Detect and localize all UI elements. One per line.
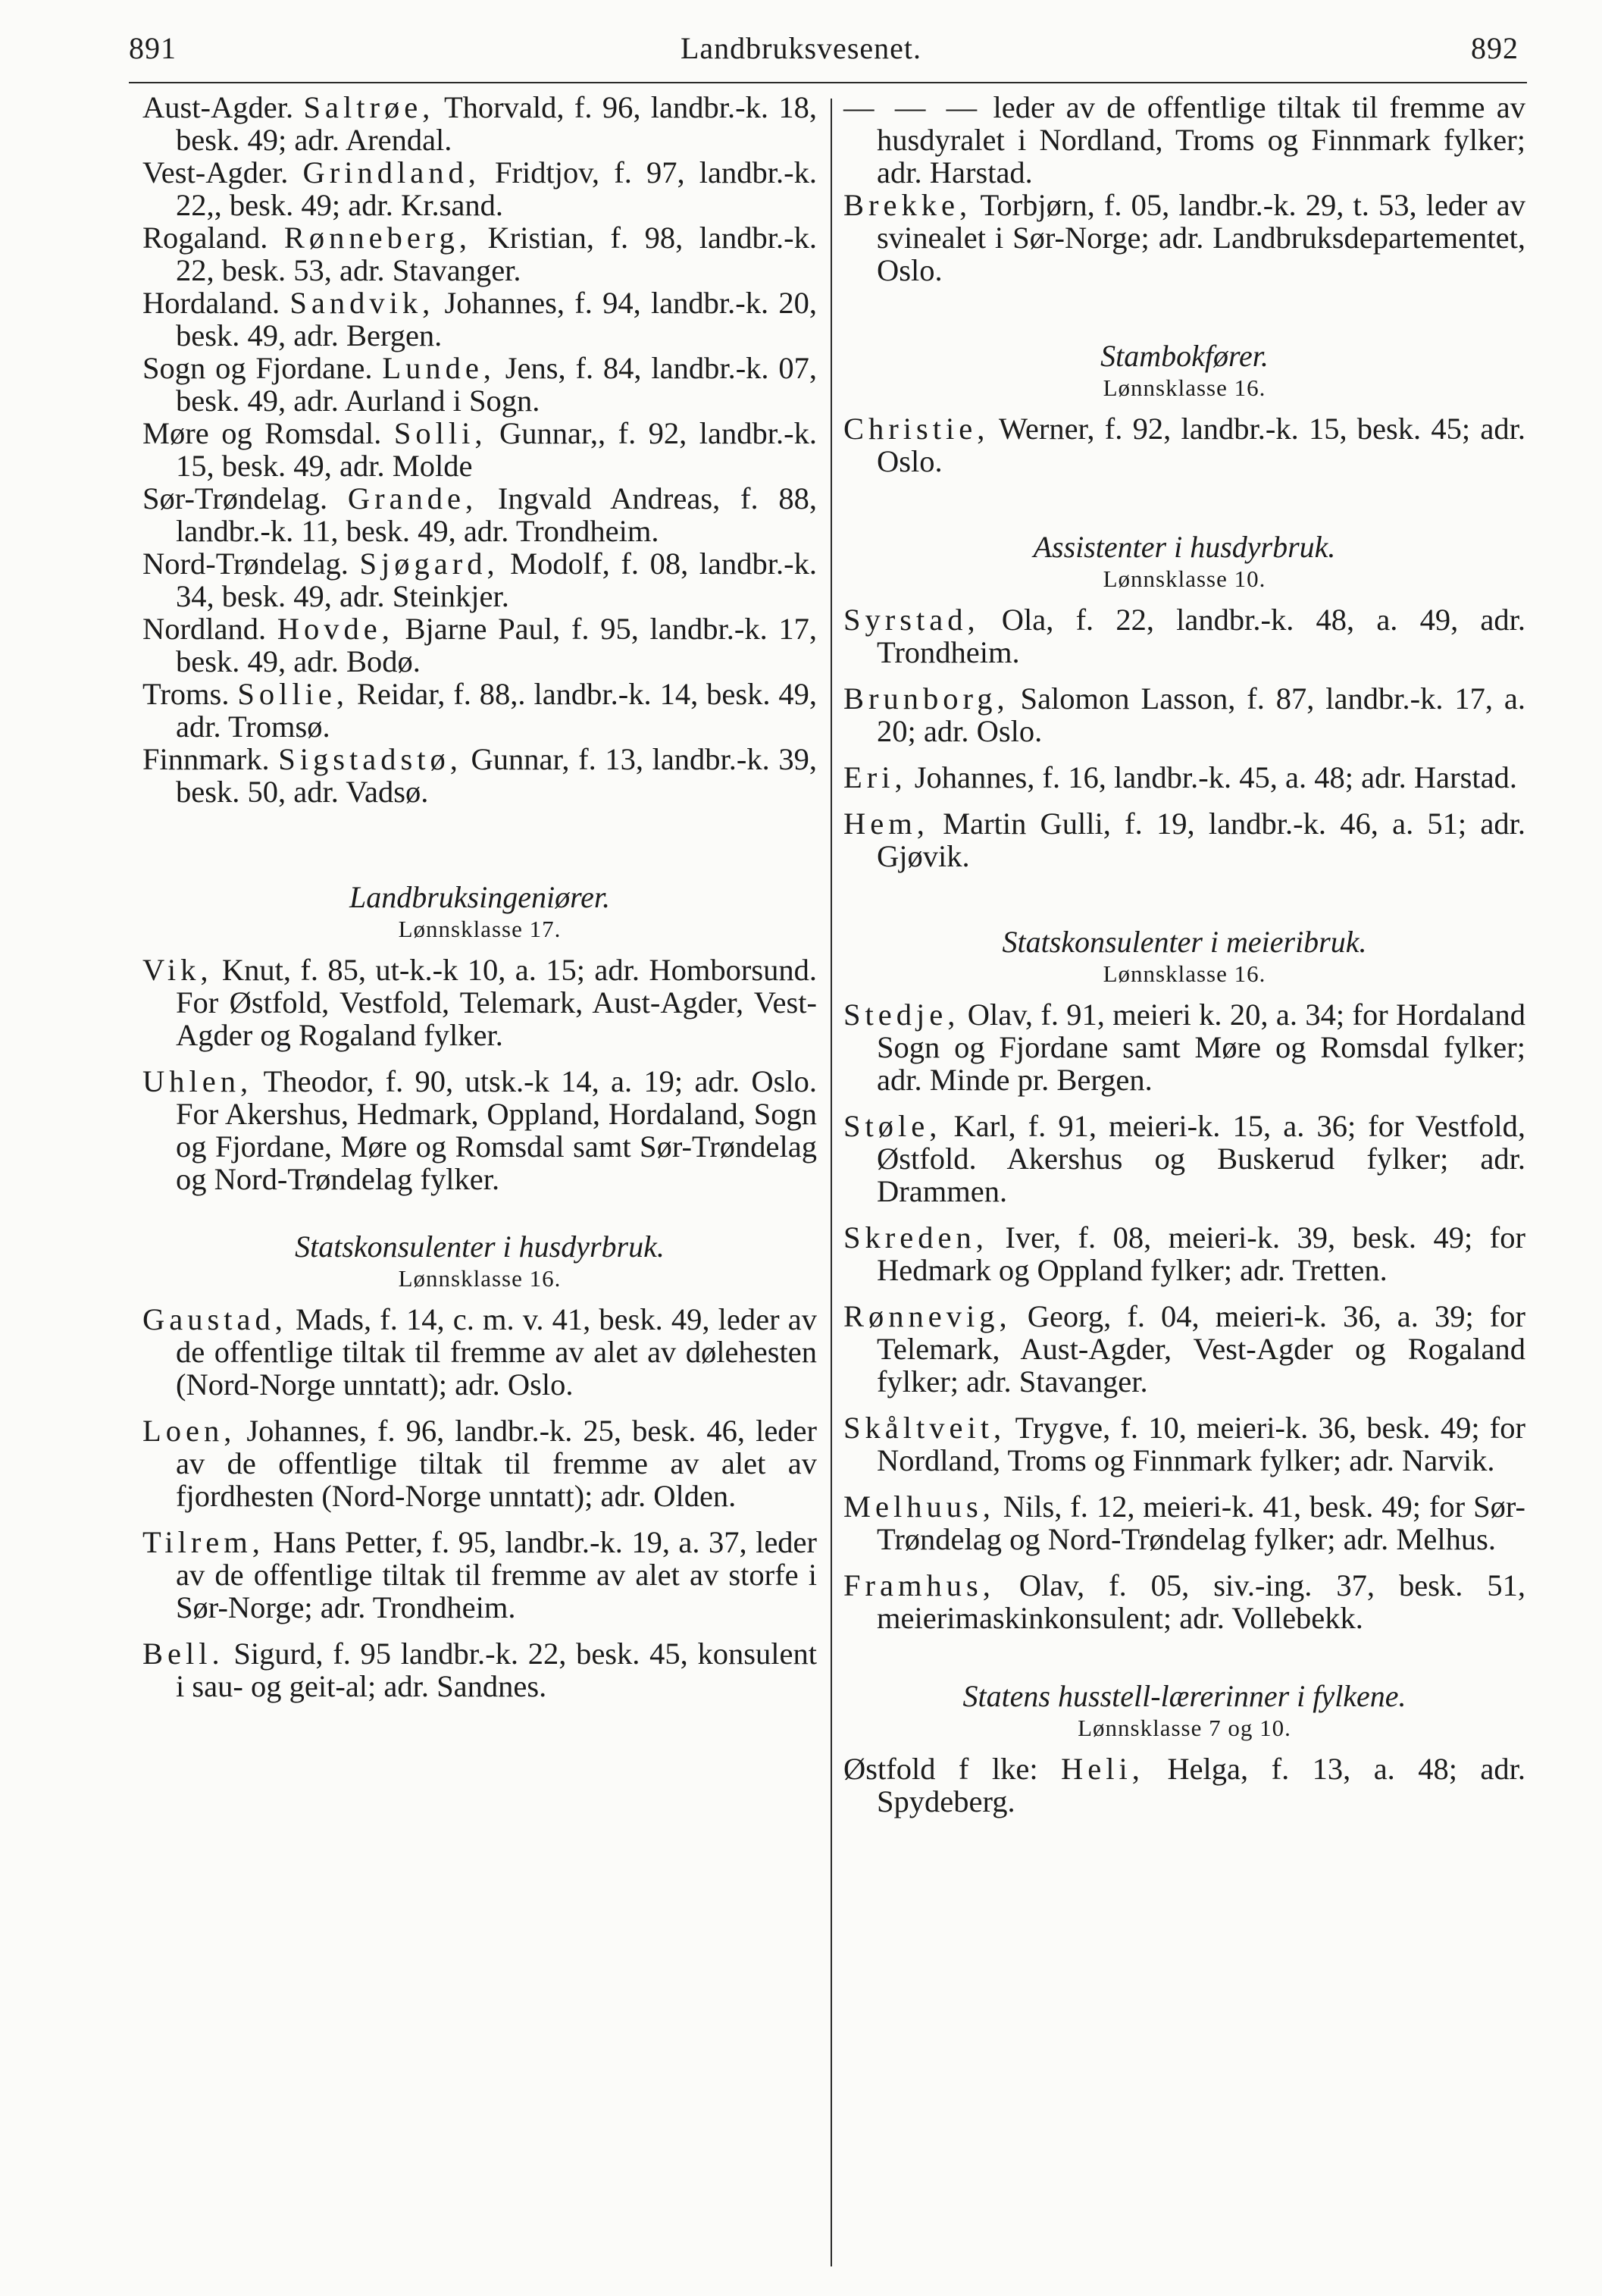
section-subtitle-husdyr: Lønnsklasse 16. xyxy=(398,1265,562,1292)
entry-prefix: Sogn og Fjordane. xyxy=(142,351,373,385)
page-header xyxy=(0,30,1602,76)
entry-name: Melhuus, xyxy=(843,1489,995,1524)
entry-details: Helga, f. 13, a. 48; adr. Spydeberg. xyxy=(877,1752,1526,1818)
entry-name: Framhus, xyxy=(843,1568,995,1602)
directory-entry xyxy=(142,678,817,743)
entry-details: Kristian, f. 98, landbr.-k. 22, besk. 53, adr. Stavanger. xyxy=(176,221,818,287)
section-subtitle-ingenior: Lønnsklasse 17. xyxy=(398,916,562,942)
right-column xyxy=(843,91,1525,1818)
entry-details: Knut, f. 85, ut-k.-k 10, a. 15; adr. Homborsund. For Østfold, Vestfold, Telemark, Aust-Agder, Vest-Agder og Rogaland fylker. xyxy=(176,953,817,1052)
ingenior-entry-list xyxy=(142,954,817,1195)
directory-entry xyxy=(843,412,1525,478)
entry-name: Lunde, xyxy=(382,351,496,385)
directory-entry xyxy=(843,1300,1525,1398)
entry-name: Bell. xyxy=(142,1637,224,1671)
entry-name: Heli, xyxy=(1061,1752,1144,1786)
assistenter-entry-list xyxy=(843,603,1525,872)
directory-entry xyxy=(142,1414,817,1512)
directory-entry xyxy=(843,1221,1525,1286)
entry-name: Christie, xyxy=(843,412,990,446)
section-title-stambok: Stambokfører. xyxy=(1100,339,1269,373)
page-number-left: 891 xyxy=(129,31,177,65)
directory-entry xyxy=(142,91,817,156)
entry-prefix: Østfold f lke: xyxy=(843,1752,1038,1786)
entry-details: Olav, f. 05, siv.-ing. 37, besk. 51, meierimaskinkonsulent; adr. Vollebekk. xyxy=(877,1568,1525,1635)
entry-name: Rønnevig, xyxy=(843,1299,1012,1333)
directory-entry xyxy=(142,287,817,352)
entry-prefix: Nord-Trøndelag. xyxy=(142,547,349,581)
entry-details: Johannes, f. 94, landbr.-k. 20, besk. 49, adr. Bergen. xyxy=(176,286,818,352)
county-entry-list xyxy=(142,91,817,808)
directory-entry xyxy=(142,954,817,1051)
directory-entry xyxy=(843,1411,1525,1477)
entry-name: Hovde, xyxy=(277,612,394,646)
entry-details: Trygve, f. 10, meieri-k. 36, besk. 49; for Nordland, Troms og Finnmark fylker; adr. Narvik. xyxy=(877,1411,1525,1477)
entry-details: Gunnar,, f. 92, landbr.-k. 15, besk. 49, adr. Molde xyxy=(176,416,818,483)
entry-name: Eri, xyxy=(843,760,907,794)
section-subtitle-meieri: Lønnsklasse 16. xyxy=(1103,960,1266,987)
entry-details: Salomon Lasson, f. 87, landbr.-k. 17, a. 20; adr. Oslo. xyxy=(877,681,1526,748)
directory-entry xyxy=(142,156,817,221)
directory-entry xyxy=(142,221,817,287)
entry-name: Saltrøe, xyxy=(303,90,435,124)
section-title-assistenter: Assistenter i husdyrbruk. xyxy=(1033,530,1336,564)
husstell-entry-list xyxy=(843,1753,1525,1818)
entry-details: Johannes, f. 96, landbr.-k. 25, besk. 46, leder av de offentlige tiltak til fremme av alet av fjordhesten (Nord-Norge unntatt); adr. Olden. xyxy=(176,1414,818,1513)
directory-entry xyxy=(843,1753,1525,1818)
entry-details: Modolf, f. 08, landbr.-k. 34, besk. 49, adr. Steinkjer. xyxy=(176,547,818,613)
entry-details: Theodor, f. 90, utsk.-k 14, a. 19; adr. Oslo. For Akershus, Hedmark, Oppland, Hordaland, Sogn og Fjordane, Møre og Romsdal samt Sør-Trøndelag og Nord-Trøndelag fylker. xyxy=(176,1064,817,1196)
directory-entry xyxy=(142,1637,817,1702)
directory-entry xyxy=(843,761,1525,794)
entry-details: Werner, f. 92, landbr.-k. 15, besk. 45; adr. Oslo. xyxy=(877,412,1525,478)
entry-details: Fridtjov, f. 97, landbr.-k. 22,, besk. 49; adr. Kr.sand. xyxy=(176,155,818,222)
directory-entry xyxy=(142,482,817,547)
entry-prefix: Nordland. xyxy=(142,612,267,646)
entry-name: Sandvik, xyxy=(289,286,435,320)
directory-entry xyxy=(843,603,1525,669)
section-subtitle-husstell: Lønnsklasse 7 og 10. xyxy=(1078,1715,1291,1741)
entry-details: Torbjørn, f. 05, landbr.-k. 29, t. 53, leder av svinealet i Sør-Norge; adr. Landbruksdepartementet, Oslo. xyxy=(877,188,1525,287)
entry-details: Ola, f. 22, landbr.-k. 48, a. 49, adr. Trondheim. xyxy=(877,603,1525,669)
entry-name: Uhlen, xyxy=(142,1064,253,1098)
directory-entry xyxy=(142,547,817,612)
column-divider xyxy=(831,99,832,2266)
directory-entry xyxy=(142,417,817,482)
entry-name: Tilrem, xyxy=(142,1525,264,1559)
entry-prefix: Finnmark. xyxy=(142,742,270,776)
entry-prefix: Rogaland. xyxy=(142,221,268,255)
entry-details: Jens, f. 84, landbr.-k. 07, besk. 49, adr. Aurland i Sogn. xyxy=(176,351,818,418)
directory-entry xyxy=(142,1303,817,1401)
entry-details: Thorvald, f. 96, landbr.-k. 18, besk. 49; adr. Arendal. xyxy=(176,90,817,157)
section-title-meieri: Statskonsulenter i meieribruk. xyxy=(1002,925,1367,959)
directory-entry xyxy=(843,807,1525,872)
header-rule xyxy=(129,82,1527,83)
entry-details: Karl, f. 91, meieri-k. 15, a. 36; for Vestfold, Østfold. Akershus og Buskerud fylker; adr. Drammen. xyxy=(877,1109,1526,1208)
entry-name: Hem, xyxy=(843,807,929,841)
entry-details: Sigurd, f. 95 landbr.-k. 22, besk. 45, konsulent i sau- og geit-al; adr. Sandnes. xyxy=(176,1637,818,1703)
section-title-husdyr: Statskonsulenter i husdyrbruk. xyxy=(295,1229,665,1264)
section-subtitle-stambok: Lønnsklasse 16. xyxy=(1103,374,1266,401)
running-title: Landbruksvesenet. xyxy=(680,31,921,65)
entry-name: Sjøgard, xyxy=(359,547,499,581)
directory-entry xyxy=(843,1569,1525,1634)
directory-entry xyxy=(142,743,817,808)
entry-name: Skåltveit, xyxy=(843,1411,1006,1445)
entry-name: Sigstadstø, xyxy=(278,742,462,776)
entry-name: Grindland, xyxy=(302,155,480,190)
meieri-entry-list xyxy=(843,998,1525,1634)
entry-details: leder av de offentlige tiltak til fremme av husdyralet i Nordland, Troms og Finnmark fylker; adr. Harstad. xyxy=(877,90,1525,190)
entry-details: Johannes, f. 16, landbr.-k. 45, a. 48; adr. Harstad. xyxy=(914,760,1517,794)
entry-details: Iver, f. 08, meieri-k. 39, besk. 49; for Hedmark og Oppland fylker; adr. Tretten. xyxy=(877,1220,1525,1287)
entry-name: Sollie, xyxy=(237,677,349,711)
entry-name: Gaustad, xyxy=(142,1302,287,1336)
entry-name: Vik, xyxy=(142,953,213,987)
directory-entry xyxy=(843,1490,1525,1555)
section-subtitle-assistenter: Lønnsklasse 10. xyxy=(1103,565,1266,592)
entry-name: Grande, xyxy=(347,481,478,515)
entry-prefix: Aust-Agder. xyxy=(142,90,294,124)
husdyr-entry-list xyxy=(142,1303,817,1702)
continued-entry-list xyxy=(843,91,1525,287)
entry-details: Mads, f. 14, c. m. v. 41, besk. 49, leder av de offentlige tiltak til fremme av alet av dølehesten (Nord-Norge unntatt); adr. Oslo. xyxy=(176,1302,817,1402)
entry-details: Gunnar, f. 13, landbr.-k. 39, besk. 50, adr. Vadsø. xyxy=(176,742,818,809)
left-column xyxy=(142,91,817,1702)
entry-name: Skreden, xyxy=(843,1220,988,1254)
entry-name: Loen, xyxy=(142,1414,236,1448)
directory-entry xyxy=(843,998,1525,1096)
entry-name: Stedje, xyxy=(843,998,960,1032)
entry-details: Reidar, f. 88,. landbr.-k. 14, besk. 49, adr. Tromsø. xyxy=(176,677,817,744)
entry-prefix: Møre og Romsdal. xyxy=(142,416,382,450)
entry-details: Georg, f. 04, meieri-k. 36, a. 39; for Telemark, Aust-Agder, Vest-Agder og Rogaland fylker; adr. Stavanger. xyxy=(877,1299,1526,1399)
entry-details: Martin Gulli, f. 19, landbr.-k. 46, a. 51; adr. Gjøvik. xyxy=(877,807,1525,873)
entry-name: — — — xyxy=(843,90,982,124)
entry-name: Brunborg, xyxy=(843,681,1009,716)
directory-entry xyxy=(142,352,817,417)
directory-entry xyxy=(142,1526,817,1624)
entry-details: Olav, f. 91, meieri k. 20, a. 34; for Hordaland Sogn og Fjordane samt Møre og Romsdal fylker; adr. Minde pr. Bergen. xyxy=(877,998,1525,1097)
section-title-husstell: Statens husstell-lærerinner i fylkene. xyxy=(962,1679,1406,1713)
directory-entry xyxy=(843,682,1525,747)
directory-entry xyxy=(142,1065,817,1195)
entry-prefix: Troms. xyxy=(142,677,230,711)
directory-entry xyxy=(142,612,817,678)
entry-prefix: Hordaland. xyxy=(142,286,280,320)
entry-name: Rønneberg, xyxy=(283,221,471,255)
entry-details: Bjarne Paul, f. 95, landbr.-k. 17, besk. 49, adr. Bodø. xyxy=(176,612,818,678)
directory-entry xyxy=(843,91,1525,189)
entry-prefix: Vest-Agder. xyxy=(142,155,289,190)
entry-name: Solli, xyxy=(393,416,487,450)
entry-details: Nils, f. 12, meieri-k. 41, besk. 49; for Sør-Trøndelag og Nord-Trøndelag fylker; adr. Melhus. xyxy=(877,1489,1526,1556)
entry-name: Støle, xyxy=(843,1109,942,1143)
directory-entry xyxy=(843,1110,1525,1208)
entry-name: Brekke, xyxy=(843,188,972,222)
entry-prefix: Sør-Trøndelag. xyxy=(142,481,328,515)
section-title-ingenior: Landbruksingeniører. xyxy=(349,880,611,914)
directory-entry xyxy=(843,189,1525,287)
entry-details: Hans Petter, f. 95, landbr.-k. 19, a. 37, leder av de offentlige tiltak til fremme av alet av storfe i Sør-Norge; adr. Trondheim. xyxy=(176,1525,818,1624)
stambok-entry-list xyxy=(843,412,1525,478)
page-number-right: 892 xyxy=(1471,31,1519,65)
entry-details: Ingvald Andreas, f. 88, landbr.-k. 11, besk. 49, adr. Trondheim. xyxy=(176,481,817,548)
entry-name: Syrstad, xyxy=(843,603,980,637)
